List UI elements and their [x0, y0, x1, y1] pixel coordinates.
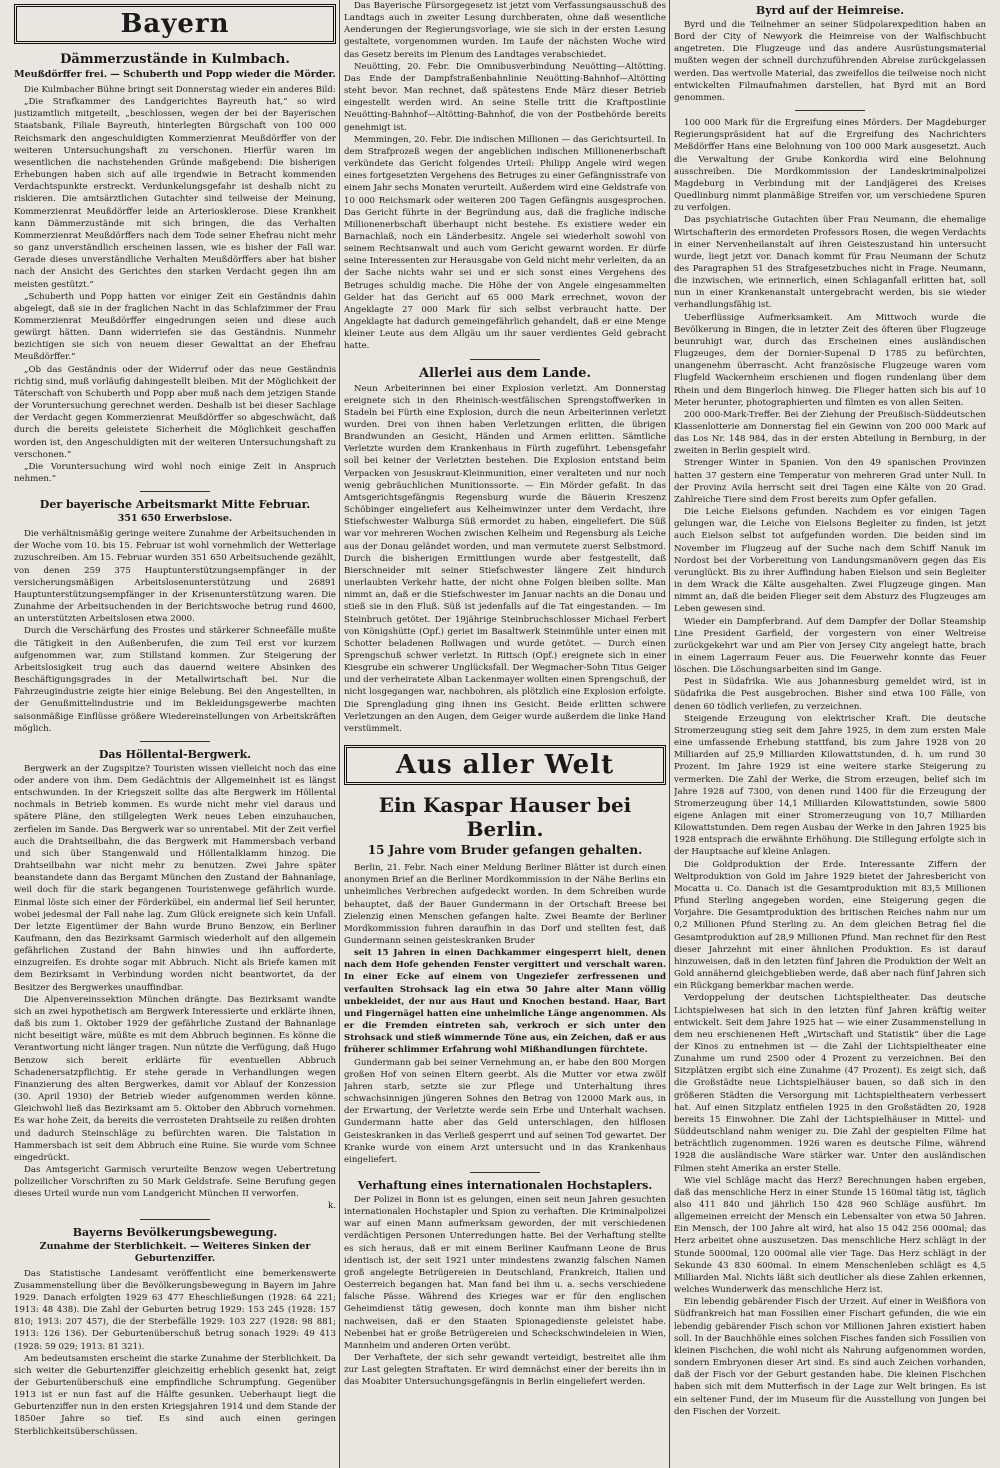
paragraph: Ueberflüssige Aufmerksamkeit. Am Mittwoch wurde die Bevölkerung in Bingen, die in letzter Zeit des öfteren über Flugzeuge beunruhigt war, durch das Erscheinen eines ausländischen Flugzeuges, dem der Dornier-Supenal D 1785 zu befürchten, unangenehm überrascht. Acht französische Flugzeuge waren vom Flugfeld Wackernheim erschienen und flogen rundenlang über dem Rhein und dem Bingerloch hinweg. Die Flieger hatten sich bis auf 10 Meter herunter, photographierten und filmten es von allen Seiten. [674, 312, 986, 408]
divider [140, 1219, 210, 1220]
headline: Bayerns Bevölkerungsbewegung. [72, 1225, 278, 1239]
paragraph: Byrd und die Teilnehmer an seiner Südpolarexpedition haben an Bord der City of Newyork die Heimreise von der Walfischbucht angetreten. Die Flugzeuge und das andere Ausrüstungsmaterial mußten wegen der schnell durchzuführenden Abreise zurückgelassen werden. Das wertvolle Material, das zweifellos die teilweise noch nicht entwickelten Filmaufnahmen darstellen, hat Byrd mit an Bord genommen. [674, 20, 986, 103]
headline: Verhaftung eines internationalen Hochstaplers. [357, 1178, 653, 1192]
paragraph: Die Alpenvereinssektion München drängte. Das Bezirksamt wandte sich an zwei hypothetisch am Bergwerk Interessierte und erklärte ihnen, daß bis zum 1. Oktober 1929 der gefährliche Zustand der Bahnanlage nicht beseitigt wäre, müßte es mit dem Abbruch beginnen. Es könne die Verantwortung nicht länger tragen. Nun nützte die Verfügung, daß Hugo Benzow sich bereit erklärte für eventuellen Abbruch Schadenersatzpflichtig. Er stehe gerade in Verhandlungen wegen Finanzierung des alten Bergwerkes, damit vor Ablauf der Konzession (30. April 1930) der Betrieb wieder aufgenommen werden könne. Gleichwohl ließ das Bezirksamt am 5. Oktober den Abbruch vornehmen. Es war hohe Zeit, da bereits die verrosteten Drahtseile zu reißen drohten und dadurch Steinschläge zu befürchten waren. Die Talstation in Hammersbach ist seit dem Abbruch eine Ruine. Sie wurde vom Schnee eingedrückt. [14, 994, 336, 1163]
paragraph: Steigende Erzeugung von elektrischer Kraft. Die deutsche Stromerzeugung stieg seit dem Jahre 1925, in dem zum ersten Male eine umfassende Erhebung stattfand, bis zum Jahre 1928 von 20 Milliarden auf 25,9 Milliarden Kilowattstunden, d. h. um rund 30 Prozent. Im Jahre 1929 ist eine weitere starke Steigerung zu vermerken. Die Zahl der Werke, die Strom erzeugen, belief sich im Jahre 1928 auf 7300, von denen rund 1400 für die Erzeugung der Stromerzeugung über 14,1 Milliarden Kilowattstunden, sowie 5800 eigene Anlagen mit einer Stromerzeugung von 10,7 Milliarden Kilowattstunden. Dem regen Ausbau der Werke in den Jahren 1925 bis 1928 entsprach die erwähnte Erhöhung. Die Stillegung erfolgte sich in der Hauptsache auf kleine Anlagen. [674, 713, 986, 858]
section-header-aus-aller-welt: Aus aller Welt [344, 745, 666, 785]
paragraph: Die verhältnismäßig geringe weitere Zunahme der Arbeitsuchenden in der Woche vom 10. bis 15. Februar ist wohl vornehmlich der Wetterlage zuzuschreiben. Am 15. Februar wurden 351 650 Arbeitsuchende gezählt, von denen 259 375 Hauptunterstützungsempfänger in der versicherungsmäßigen Arbeitslosenunterstützung und 26891 Hauptunterstützungsempfänger in der Krisenunterstützung waren. Die Zunahme der Arbeitsuchenden in der Berichtswoche betrug rund 4600, an unterstützten Arbeitslosen etwa 2000. [14, 529, 336, 625]
paragraph: Verdoppelung der deutschen Lichtspieltheater. Das deutsche Lichtspielwesen hat sich in den letzten fünf Jahren kräftig weiter entwickelt. Seit dem Jahre 1925 hat — wie einer Zusammenstellung in dem neu erschienenen Heft „Wirtschaft und Statistik“ über die Lage der Kinos zu entnehmen ist — die Zahl der Lichtspieltheater eine Zunahme um rund 2500 oder 4 Prozent zu verzeichnen. Bei den Sitzplätzen ergibt sich eine Zunahme (47 Prozent). Es zeigt sich, daß die Großstädte neue Lichtspielhäuser bauen, so daß sich in den größeren Städten die Versorgung mit Lichtspieltheatern verbessert hat. Auf einen Sitzplatz entfielen 1925 in den Großstädten 20, 1928 bereits 15 Einwohner. Die Zahl der Lichtspielhäuser in Mittel- und Süddeutschland nahm weniger zu. Die Zahl der gespielten Filme hat beträchtlich zugenommen. 1926 waren es deutsche Filme, während 1928 die ausländische Ware stärker war. Unter den ausländischen Filmen steht Amerika an erster Stelle. [674, 993, 986, 1174]
column-rule [669, 0, 670, 1468]
paragraph: seit 15 Jahren in einen Dachkammer eingesperrt hielt, denen nach dem Hofe gehenden Fenster vergittert und verschalt waren. In einer Ecke auf einem von Ungeziefer zerfressenen und verfaulten Strohsack lag ein etwa 50 Jahre alter Mann völlig unbekleidet, der nur aus Haut und Knochen bestand. Haar, Bart und Fingernägel hatten eine unheimliche Länge angenommen. Als er die Fremden eintreten sah, verkroch er sich unter den Strohsack und stieß wimmernde Töne aus, ein Zeichen, daß er aus früherer schlimmer Erfahrung wohl Mißhandlungen fürchtete. [344, 948, 666, 1056]
headline: Byrd auf der Heimreise. [755, 4, 905, 17]
paragraph: Die Leiche Eielsons gefunden. Nachdem es vor einigen Tagen gelungen war, die Leiche von Eielsons Begleiter zu finden, ist jetzt auch Eielson selbst tot aufgefunden worden. Die beiden sind im November im Flugzeug auf der Suche nach dem Schiff Nanuk im Nordost bei der Vorbereitung von Landungsmanövern gegen das Eis verunglückt. Bis zu ihrer Auffindung haben Eielson und sein Begleiter in dem Wrack die Kälte ausgehalten. Zwei Flugzeuge gingen. Man nimmt an, daß die beiden Flieger seit dem Absturz des Flugzeuges am Leben gewesen sind. [674, 507, 986, 615]
paragraph: Gundermann gab bei seiner Vernehmung an, er habe den 800 Morgen großen Hof von seinen Eltern geerbt. Als die Mutter vor etwa zwölf Jahren starb, setzte sie zur Pflege und Unterhaltung ihres schwachsinnigen jüngeren Sohnes den Betrag von 12000 Mark aus, in der Erwartung, der Verletzte werde sein Erbe und Unterhalt wachsen. Gundermann hatte aber das Geld unterschlagen, den hilflosen Geisteskranken in das Verließ gesperrt und auf seinen Tod gewartet. Der Kranke wurde von einem Arzt untersucht und in das Krankenhaus eingeliefert. [344, 1057, 666, 1165]
headline: Allerlei aus dem Lande. [418, 365, 592, 381]
paragraph: Wie viel Schläge macht das Herz? Berechnungen haben ergeben, daß das menschliche Herz in einer Stunde 15 160mal tätig ist, täglich also 411 840 und jährlich 150 428 960 Schläge ausführt. Im allgemeinen erreicht der Mensch ein Lebensalter von etwa 50 Jahren. Ein Mensch, der 100 Jahre alt wird, hat also 15 042 256 000mal; das Herz arbeitet ohne auszusetzen. Das menschliche Herz schlägt in der Stunde 5000mal, 120 000mal alle vier Tage. Das Herz schlägt in der Sekunde 43 830 600mal. In einem Menschenleben schlägt es 4,5 Milliarden Mal. Nichts läßt sich deutlicher als diese Zahlen erkennen, welches Wunderwerk das menschliche Herz ist. [674, 1175, 986, 1296]
author-signature: k. [328, 1201, 336, 1212]
paragraph: Strenger Winter in Spanien. Von den 49 spanischen Provinzen hatten 37 gestern eine Temperatur von mehreren Grad unter Null. In der Provinz Avila herrscht seit drei Tagen eine Kälte von 20 Grad. Zahlreiche Tiere sind dem Frost bereits zum Opfer gefallen. [674, 458, 986, 505]
paragraph: Der Polizei in Bonn ist es gelungen, einen seit neun Jahren gesuchten internationalen Hochstapler und Spion zu verhaften. Die Kriminalpolizei war auf einen Mann aufmerksam geworden, der mit verschiedenen verdächtigen Personen Unterredungen hatte. Bei der Verhaftung stellte es sich heraus, daß er mit einem Berliner Kaufmann Leone de Brus identisch ist, der seit 1921 unter mindestens zwanzig falschen Namen groß angelegte Betrügereien in Deutschland, Frankreich, Italien und Oesterreich begangen hat. Man fand bei ihm u. a. sechs verschiedene falsche Pässe. Während des Krieges war er für den englischen Geheimdienst tätig gewesen, doch konnte man ihm bisher nicht nachweisen, daß er den Staaten Spionagedienste geleistet habe. Nebenbei hat er große Betrügereien und Scheckschwindeleien in Wien, Mannheim und anderen Orten verübt. [344, 1194, 666, 1351]
subheadline: 351 650 Erwerbslose. [117, 513, 233, 525]
subheadline: Meußdörffer frei. — Schuberth und Popp wieder die Mörder. [14, 69, 336, 80]
paragraph: Neun Arbeiterinnen bei einer Explosion verletzt. Am Donnerstag ereignete sich in den Rheinisch-westfälischen Sprengstoffwerken in Stadeln bei Fürth eine Explosion, durch die neun Arbeiterinnen verletzt wurden. Drei von ihnen haben Verletzungen erlitten, die übrigen Brandwunden an Gesicht, Händen und Armen erlitten. Sämtliche Verletzte wurden dem Krankenhaus in Fürth zugeführt. Lebensgefahr soll bei keiner der Verletzten bestehen. Die Explosion entstand beim Verpacken von Jesuskraut-Kleinmunition, einer veralteten und nur noch wenig gebräuchlichen Munitionssorte. — Ein Mörder gefaßt. In das Amtsgerichtsgefängnis Regensburg wurde die Bäuerin Kreszenz Schöbinger eingeliefert aus Kelheimwinzer unter dem Verdacht, ihre Stiefschwester Walburga Süß ermordet zu haben, eingeliefert. Die Süß war vor mehreren Wochen zwischen Kelheim und Regensburg als Leiche aus der Donau geländet worden, und man vermutete zuerst Selbstmord. Durch die bisherigen Ermittlungen wurde aber festgestellt, daß Bierschneider mit seiner Stiefschwester längere Zeit hindurch unerlaubten Verkehr hatte, der nicht ohne Folgen bleiben sollte. Man nimmt an, daß er die Stiefschwester im Januar nachts an die Donau und stieß sie in den Fluß. Süß ist jedenfalls auf die Tat eingestanden. — Im Steinbruch getötet. Der 19jährige Steinbruchschlosser Michael Ferbert von Königshütte (Opf.) geriet im Basaltwerk Steinmühle unter einen mit Schotter beladenen Rollwagen und wurde getötet. — Durch einen Sprengschuß schwer verletzt. In Rittsch (Opf.) ereignete sich in einer Kiesgrube ein schwerer Unglücksfall. Der Wegmacher-Sohn Titus Geiger und der verheiratete Alban Lackenmayer wollten einen Sprengschuß, der nicht losgegangen war, nachbohren, als plötzlich eine Explosion erfolgte. Die Sprengladung ging ihnen ins Gesicht. Beide erlitten schwere Verletzungen an den Augen, dem Geiger wurde außerdem die linke Hand verstümmelt. [344, 383, 666, 734]
paragraph: Die Kulmbacher Bühne bringt seit Donnerstag wieder ein anderes Bild: [24, 85, 336, 95]
paragraph: „Die Voruntersuchung wird wohl noch einige Zeit in Anspruch nehmen.“ [14, 461, 336, 484]
paragraph: Der Verhaftete, der sich sehr gewandt verteidigt, bestreitet alle ihm zur Last gelegten Straftaten. Er wird demnächst einer der bereits ihn in das Moabiter Untersuchungsgefängnis in Berlin eingeliefert werden. [344, 1353, 666, 1388]
paragraph: Berlin, 21. Febr. Nach einer Meldung Berliner Blätter ist durch einen anonymen Brief an die Berliner Mordkommission in der Nähe Berlins ein unheimliches Verbrechen aufgedeckt worden. In dem Schreiben wurde behauptet, daß der Bauer Gundermann in der Ortschaft Breese bei Zielenzig einen Menschen gefangen halte. Zwei Beamte der Berliner Mordkommission fuhren daraufhin in das Dorf und stellten fest, daß Gundermann seinen geisteskranken Bruder [344, 863, 666, 946]
paragraph: 200 000-Mark-Treffer. Bei der Ziehung der Preußisch-Süddeutschen Klassenlotterie am Donnerstag fiel ein Gewinn von 200 000 Mark auf das Los Nr. 148 984, das in der ersten Abteilung in Bernburg, in der zweiten in Berlin gespielt wird. [674, 409, 986, 457]
paragraph: Das Amtsgericht Garmisch verurteilte Benzow wegen Uebertretung polizeilicher Vorschriften zu 50 Mark Geldstrafe. Seine Berufung gegen dieses Urteil wurde nun vom Landgericht München II verworfen. [14, 1164, 336, 1200]
paragraph: Ein lebendig gebärender Fisch der Urzeit. Auf einer in Weißfiora von Südfrankreich hat man Fossilien einer Fischart gefunden, die wie ein lebendig gebärender Fisch schon vor Millionen Jahren existiert haben soll. In der Bauchhöhle eines solchen Fisches fanden sich Fossilien von kleinen Fischchen, die wohl nicht als Nahrung aufgenommen worden, sondern Embryonen dieser Art sind. Es sind auch Zeichen vorhanden, daß der Fisch vor der Geburt gestanden habe. Die kleinen Fischchen haben sich mit dem Mutterfisch in der Lage zur Welt bringen. Es ist ein seltener Fund, der im Museum für die Ausstellung von Jungen bei den Fischen der Vorzeit. [674, 1297, 986, 1417]
paragraph: Durch die Verschärfung des Frostes und stärkerer Schneefälle mußte die Tätigkeit in den Außenberufen, die zum Teil erst vor kurzem aufgenommen war, zum Stillstand kommen. Zur Steigerung der Arbeitslosigkeit trug auch das dauernd weitere Absinken des Beschäftigungsgrades in der Metallwirtschaft bei. Nur die Fahrzeugindustrie zeigte hier einige Belebung. Bei den Angestellten, in der Genußmittelindustrie und im Bekleidungsgewerbe machten saisonmäßige Einflüsse größere Wiedereinstellungen von Arbeitskräften möglich. [14, 626, 336, 734]
paragraph: Pest in Südafrika. Wie aus Johannesburg gemeldet wird, ist in Südafrika die Pest ausgebrochen. Bisher sind etwa 100 Fälle, von denen 60 tödlich verliefen, zu verzeichnen. [674, 677, 986, 712]
column-middle [344, 0, 666, 1468]
paragraph: Wieder ein Dampferbrand. Auf dem Dampfer der Dollar Steamship Line President Garfield, der vorgestern von einer Weltreise zurückgekehrt war und am Pier von Jersey City angelegt hatte, brach in einem Lagerraum Feuer aus. Die Feuerwehr konnte das Feuer löschen. Die Löschungsarbeiten sind im Gange. [674, 616, 986, 676]
divider [795, 110, 865, 111]
paragraph: Am bedeutsamsten erscheint die starke Zunahme der Sterblichkeit. Da sich weiter die Geburtenziffer gleichzeitig erheblich gesenkt hat, zeigt der Geburtenüberschuß eine empfindliche Schrumpfung. Gegenüber 1913 ist er nun fast auf die Hälfte gesunken. Ueberhaupt liegt die Geburtenziffer nun in den ersten Kriegsjahren 1914 und dem Stande der 1850er Jahre so tief. Es sind auch einen geringen Sterblichkeitsüberschüssen. [14, 1353, 336, 1437]
column-right [674, 0, 986, 1468]
column-left [14, 0, 336, 1468]
section-header-bayern: Bayern [14, 4, 336, 44]
headline: Das Höllental-Bergwerk. [98, 747, 252, 761]
divider [140, 491, 210, 492]
headline: Dämmerzustände in Kulmbach. [60, 52, 290, 67]
divider [470, 1172, 540, 1173]
headline: Der bayerische Arbeitsmarkt Mitte Februar. [39, 498, 311, 512]
paragraph: „Ob das Geständnis oder der Widerruf oder das neue Geständnis richtig sind, muß vorläufig dahingestellt bleiben. Mit der Möglichkeit der Täterschaft von Schuberth und Popp aber muß nach dem jetzigen Stande der Voruntersuchung gerechnet werden. Deshalb ist bei dieser Sachlage der Verdacht gegen Kommerzienrat Meußdörffer so abgeschwächt, daß durch die bereits geleistete Sicherheit die Möglichkeit geschaffen worden ist, den Angeschuldigten mit der weiteren Untersuchungshaft zu verschonen.“ [14, 364, 336, 460]
paragraph: Das Bayerische Fürsorgegesetz ist jetzt vom Verfassungsausschuß des Landtags auch in zweiter Lesung durchberaten, ohne daß wesentliche Aenderungen der Regierungsvorlage, wie sie sich in der ersten Lesung gestaltete, vorgenommen wurden. Im Laufe der nächsten Woche wird das Gesetz bereits im Plenum des Landtages verabschiedet. [344, 1, 666, 60]
column-rule [339, 0, 340, 1468]
subheadline: Zunahme der Sterblichkeit. — Weiteres Sinken der Geburtenziffer. [39, 1240, 311, 1264]
paragraph: Die Goldproduktion der Erde. Interessante Ziffern der Weltproduktion von Gold im Jahre 1929 bietet der Jahresbericht von Mocatta u. Co. Danach ist die Gesamtproduktion mit 83,5 Millionen Pfund Sterling angegeben worden, eine Steigerung gegen die Vorjahre. Die Gesamtproduktion des britischen Reiches nahm nur um 0,2 Millionen Pfund Sterling zu. An dem gleichen Betrag fiel die Gesamtproduktion auf 28,9 Millionen Pfund. Man rechnet für den Rest dieser Jahrzehnt mit einer ähnlichen Produktion. Es ist darauf hinzuweisen, daß in den letzten fünf Jahren die Produktion der Welt an Gold annähernd gleichgeblieben werde, daß aber nach fünf Jahren sich ein Rückgang bemerkbar machen werde. [674, 859, 986, 992]
paragraph: Neuötting, 20. Febr. Die Omnibusverbindung Neuötting—Altötting. Das Ende der Dampfstraßenbahnlinie Neuötting-Bahnhof—Altötting steht bevor. Man rechnet, daß spätestens Ende März dieser Betrieb eingestellt werden wird. An seine Stelle tritt die Kraftpostlinie Neuötting-Bahnhof—Altötting-Bahnhof, die von der Postbehörde bereits genehmigt ist. [344, 61, 666, 133]
divider [140, 741, 210, 742]
subheadline: 15 Jahre vom Bruder gefangen gehalten. [367, 843, 643, 858]
paragraph: Das Statistische Landesamt veröffentlicht eine bemerkenswerte Zusammenstellung über die Bevölkerungsbewegung in Bayern im Jahre 1929. Danach erfolgten 1929 63 477 Eheschließungen (1928: 64 221; 1913: 48 438). Die Zahl der Geburten betrug 1929: 153 245 (1928: 157 810; 1913: 207 457), die der Sterbefälle 1929: 103 227 (1928: 98 881; 1913: 126 136). Der Geburtenüberschuß betrug sonach 1929: 49 413 (1928: 59 029; 1913: 81 321). [14, 1268, 336, 1352]
paragraph: Memmingen, 20. Febr. Die indischen Millionen — das Gerichtsurteil. In dem Strafprozeß wegen der angeblichen indischen Millionenerbschaft verkündete das Gericht folgendes Urteil: Philipp Angele wird wegen eines fortgesetzten Vergehens des Betruges zu einer Gefängnisstrafe von einem Jahr sechs Monaten verurteilt. Außerdem wird eine Geldstrafe von 10 000 Reichsmark oder weiteren 200 Tagen Gefängnis ausgesprochen. Das Gericht führte in der Begründung aus, daß die fragliche indische Millionenerbschaft überhaupt nicht bestehe. Es existiere weder ein Barnachlaß, noch ein Länderbesitz. Angele sei wiederholt sowohl von seinem Rechtsanwalt und auch vom Gericht gewarnt worden. Er dürfe seine Interessenten zur Herausgabe von Geld nicht mehr verleiten, da an der Sache nichts wahr sei und er sich sonst eines Vergehens des Betruges schuldig mache. Die Höhe der von Angele eingesammelten Gelder hat das Gericht auf 65 000 Mark errechnet, wovon der Angeklagte 27 000 Mark für sich selbst verbraucht hatte. Der Angeklagte hat dadurch gemeingefährlich gehandelt, daß er eine Menge kleiner Leute aus dem Allgäu um ihr sauer verdientes Geld gebracht hatte. [344, 134, 666, 352]
paragraph: Bergwerk an der Zugspitze? Touristen wissen vielleicht noch das eine oder andere von ihm. Dem Gedächtnis der Allgemeinheit ist es längst entschwunden. In der Kriegszeit sollte das alte Bergwerk im Höllental nochmals in Betrieb kommen. Es wurde nicht mehr viel daraus und spätere Pläne, den stillgelegten Werk neues Leben einzuhauchen, zerfielen im Sande. Das Bergwerk war so unrentabel. Mit der Zeit verfiel auch die Drahtseilbahn, die das Bergwerk mit Hammersbach verband und sich über Stangenwald und Höllentalklamm hinzog. Die Drahtseilbahn war nicht mehr zu benutzen. Zwei Jahre später beanstandete dann das Bergamt München den Zustand der Bahnanlage, weil doch für die stark begangenen Touristenwege gefährlich wurde. Einmal löste sich einer der Förderkübel, ein andermal lief Seil herunter, wobei jedesmal der Fall nahe lag. Zum Glück ereignete sich kein Unfall. Der letzte Eigentümer der Bahn wurde Bruno Benzow, ein Berliner Kaufmann, den das Bezirksamt Garmisch wiederholt auf den allgemein gefährlichen Zustand der Bahn hinwies und ihn aufforderte, einzugreifen. Es drohte sogar mit Abbruch. Nicht als Briefe kamen mit dem Bezirksamt in Verbindung worden nicht beantwortet, da der Besitzer des Bergwerkes unauffindbar. [14, 763, 336, 993]
divider [470, 359, 540, 360]
paragraph: 100 000 Mark für die Ergreifung eines Mörders. Der Magdeburger Regierungspräsident hat auf die Ergreifung des Nachrichters Meßdörffer Hans eine Belohnung von 100 000 Mark ausgesetzt. Auch die Verwaltung der Grube Konkordia wird eine Belohnung ausschreiben. Die Mordkommission der Landeskriminalpolizei Magdeburg in Verbindung mit der Landjägerei des Kreises Quedlinburg nimmt planmäßige Streifen vor, um verschiedene Spuren zu verfolgen. [674, 118, 986, 214]
paragraph: Das psychiatrische Gutachten über Frau Neumann, die ehemalige Wirtschafterin des ermordeten Professors Rosen, die wegen Verdachts in einer Nervenheilanstalt auf ihren Geisteszustand hin untersucht wurde, liegt jetzt vor. Danach kommt für Frau Neumann der Schutz des Paragraphen 51 des Strafgesetzbuches nicht in Frage. Neumann, die inzwischen, wie erinnerlich, einen Schlaganfall erlitten hat, soll nun in einer Krankenanstalt untergebracht werden, bis sie wieder verhandlungsfähig ist. [674, 215, 986, 311]
paragraph: „Schuberth und Popp hatten vor einiger Zeit ein Geständnis dahin abgelegt, daß sie in der fraglichen Nacht in das Schlafzimmer der Frau Kommerzienrat Meußdörffer eingedrungen seien und diese auch gewürgt hätten. Dann widerriefen sie das Geständnis. Nunmehr bezichtigen sie sich von neuem dieser Gewalttat an der Ehefrau Meußdörffer.“ [14, 291, 336, 363]
paragraph: „Die Strafkammer des Landgerichtes Bayreuth hat,“ so wird justizamtlich mitgeteilt, „beschlossen, wegen der bei der Bayerischen Staatsbank, Filiale Bayreuth, hinterlegten Bürgschaft von 100 000 Reichsmark den angeschuldigten Kommerzienrat Meußdörffer von der weiteren Untersuchungshaft zu verschonen. Hierfür waren im wesentlichen die nachstehenden Gründe maßgebend: Die bisherigen Erhebungen haben sich auf alle irgendwie in Betracht kommenden Verdachtspunkte erstreckt. Verdunkelungsgefahr ist deshalb nicht zu riskieren. Die amtsärztlichen Gutachter sind teilweise der Meinung, Kommerzienrat Meußdörffer leide an Arteriosklerose. Diese Krankheit kann Dämmerzustände mit sich bringen, die das Verhalten Kommerzienrat Meußdörffers nach dem Tode seiner Ehefrau nicht mehr so ganz unverständlich erscheinen lassen, wie es bisher der Fall war. Gerade dieses unverständliche Verhalten Meußdörffers aber hat bisher nach der Ansicht des Gerichtes den starken Verdacht gegen ihn am meisten gestützt.“ [14, 97, 336, 290]
headline: Ein Kaspar Hauser bei Berlin. [378, 793, 632, 842]
